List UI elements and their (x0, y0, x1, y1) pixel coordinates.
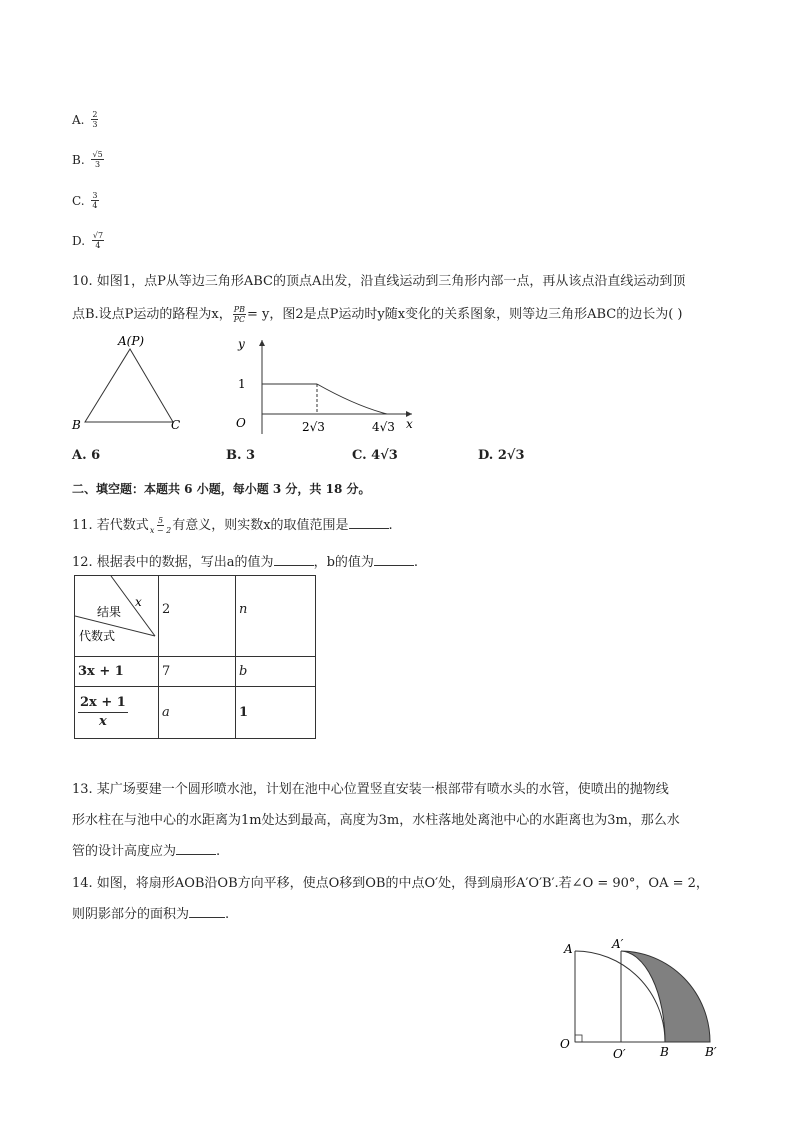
q10-line2: 点B.设点P运动的路程为x， $\frac{PB}{PC}$ = y，图2是点P运动时y随x变化的关系图象，则等边三角形ABC的边长为( ) (72, 305, 683, 324)
tick-1: 1 (238, 377, 246, 391)
label-C: C (171, 418, 181, 432)
answer-blank[interactable] (176, 842, 216, 855)
graph-figure (226, 334, 426, 438)
label-B: B (660, 1045, 669, 1059)
option-c: C. $\frac{3}{4}$ (72, 191, 98, 210)
label-A: A (564, 942, 573, 956)
q11: 11. 若代数式 $\frac{5}{x - 2}$ 有意义，则实数x的取值范围是 . (72, 516, 393, 535)
tick-4root3: 4√3 (372, 420, 395, 434)
q10-option-c: C. 4√3 (352, 448, 398, 463)
cell: 7 (159, 657, 236, 687)
q14-line2: 则阴影部分的面积为 . (72, 907, 230, 922)
fraction: $\frac{√5}{3}$ (92, 150, 103, 169)
fraction: $\frac{3}{4}$ (92, 191, 98, 210)
q14-line1: 14. 如图，将扇形AOB沿OB方向平移，使点O移到OB的中点O′处，得到扇形A′O′B′.若∠O = 90°，OA = 2， (72, 876, 709, 891)
fraction: $\frac{5}{x - 2}$ (149, 516, 172, 535)
q10-option-a: A. 6 (72, 448, 101, 463)
q10-line1: 10. 如图1，点P从等边三角形ABC的顶点A出发，沿直线运动到三角形内部一点，再从该点沿直线运动到顶 (72, 274, 686, 289)
label-O: O (560, 1037, 570, 1051)
header-x: x (135, 595, 142, 609)
q13-line2: 形水柱在与池中心的水距离为1m处达到最高，高度为3m，水柱落地处离池中心的水距离也为3m，那么水 (72, 813, 680, 828)
answer-blank-a[interactable] (274, 553, 314, 566)
header-result: 结果 (97, 605, 122, 619)
fraction: $\frac{√7}{4}$ (92, 231, 104, 250)
sector-figure (550, 930, 730, 1060)
origin-label: O (236, 416, 246, 430)
tick-2root3: 2√3 (302, 420, 325, 434)
q10-option-b: B. 3 (226, 448, 256, 463)
x-axis-label: x (406, 417, 413, 431)
col-header-2: n (236, 576, 316, 657)
option-d: D. $\frac{√7}{4}$ (72, 231, 104, 250)
header-expr: 代数式 (79, 629, 116, 643)
q13-line3: 管的设计高度应为 . (72, 844, 221, 859)
table-row (75, 657, 316, 687)
answer-blank[interactable] (189, 905, 225, 918)
cell: 1 (236, 687, 316, 739)
data-table (74, 575, 316, 739)
option-a: A. $\frac{2}{3}$ (72, 110, 98, 129)
row-expr-fraction: $\frac{2x + 1}{x}$ (75, 687, 159, 739)
col-header-1: 2 (159, 576, 236, 657)
row-expr: 3x + 1 (75, 657, 159, 687)
fraction: $\frac{2}{3}$ (92, 110, 98, 129)
cell: b (236, 657, 316, 687)
q10-option-d: D. 2√3 (478, 448, 525, 463)
label-O-prime: O′ (613, 1047, 626, 1060)
q13-line1: 13. 某广场要建一个圆形喷水池，计划在池中心位置竖直安装一根部带有喷水头的水管，使喷出的抛物线 (72, 782, 669, 797)
option-b: B. $\frac{√5}{3}$ (72, 150, 103, 169)
diagonal-header-cell (75, 576, 159, 657)
section-header: 二、填空题：本题共 6 小题，每小题 3 分，共 18 分。 (72, 482, 371, 496)
label-A-prime: A′ (612, 937, 624, 951)
q12: 12. 根据表中的数据，写出a的值为 ，b的值为 . (72, 555, 419, 570)
fraction: $\frac{PB}{PC}$ (233, 305, 246, 324)
label-B: B (72, 418, 81, 432)
answer-blank-b[interactable] (374, 553, 414, 566)
table-row (75, 687, 316, 739)
answer-blank[interactable] (349, 516, 389, 529)
y-axis-label: y (238, 337, 245, 351)
label-B-prime: B′ (705, 1045, 717, 1059)
triangle-figure (66, 330, 196, 435)
cell: a (159, 687, 236, 739)
table-header-row (75, 576, 316, 657)
label-A: A(P) (118, 334, 145, 348)
